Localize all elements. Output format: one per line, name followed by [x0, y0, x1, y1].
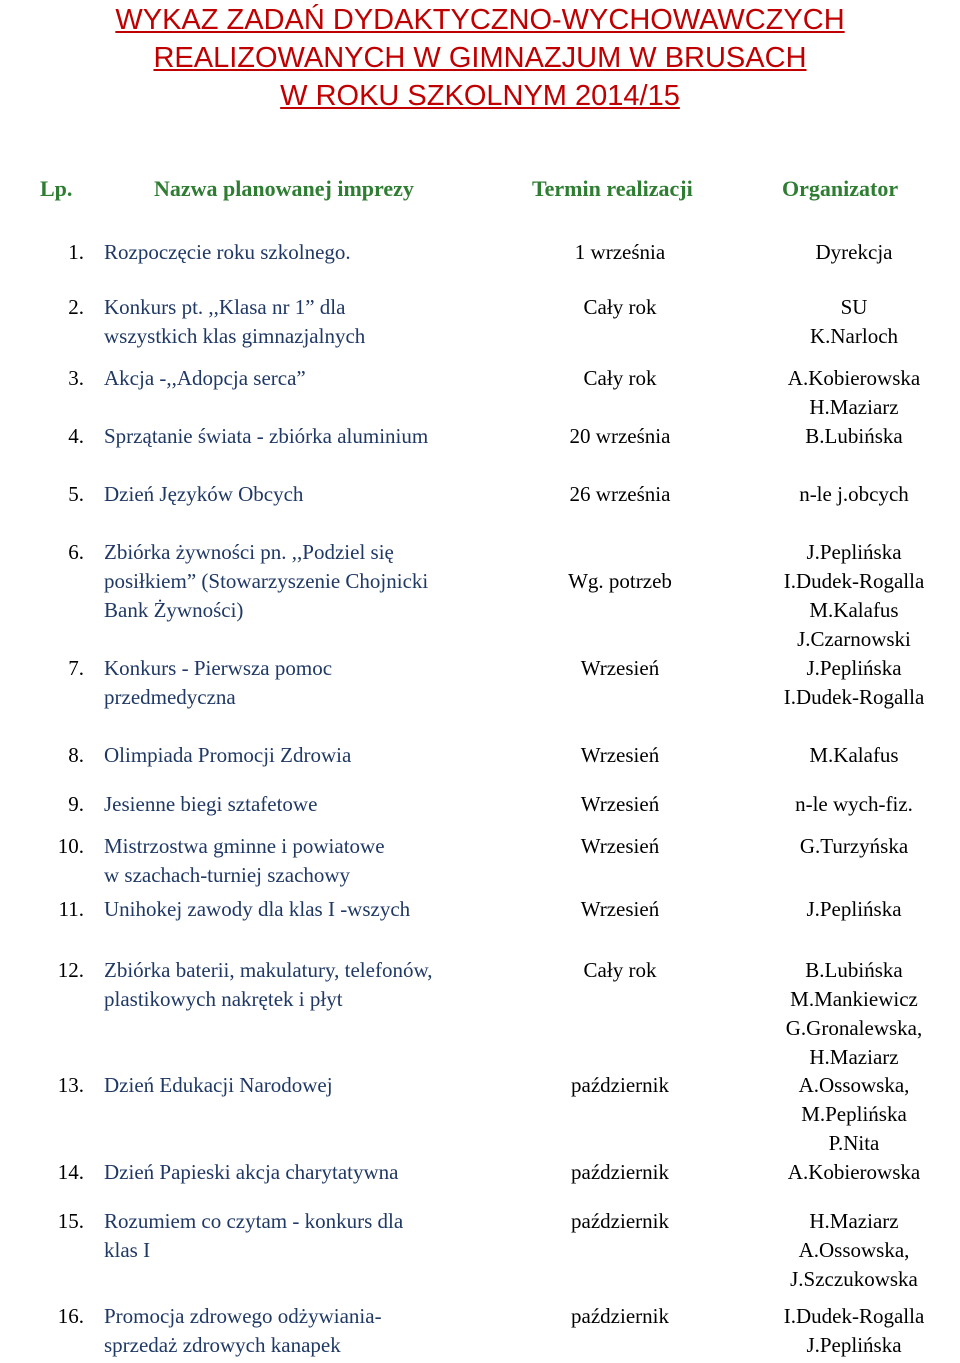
task-name-line: Olimpiada Promocji Zdrowia [104, 743, 352, 767]
task-name-line: sprzedaż zdrowych kanapek [104, 1333, 341, 1357]
organizer-line: A.Ossowska, [798, 1238, 910, 1262]
task-organizer [752, 790, 956, 819]
row-number: 2. [68, 295, 84, 319]
row-number: 10. [57, 834, 84, 858]
task-name [104, 293, 365, 351]
organizer-line: A.Kobierowska [787, 366, 921, 390]
task-name-line: Konkurs pt. ,,Klasa nr 1” dla [104, 295, 346, 319]
task-organizer [752, 293, 956, 351]
task-organizer [752, 832, 956, 861]
task-term-line: Wrzesień [580, 656, 660, 680]
organizer-line: M.Kalafus [809, 598, 899, 622]
task-term [500, 1302, 740, 1331]
task-term-line: 1 września [574, 240, 666, 264]
organizer-line: A.Kobierowska [787, 1160, 921, 1184]
task-name-line: Mistrzostwa gminne i powiatowe [104, 834, 385, 858]
organizer-line: H.Maziarz [809, 395, 899, 419]
organizer-line: I.Dudek-Rogalla [783, 569, 925, 593]
task-name-line: Konkurs - Pierwsza pomoc [104, 656, 333, 680]
task-name-line: Rozumiem co czytam - konkurs dla [104, 1209, 404, 1233]
organizer-line: P.Nita [828, 1131, 880, 1155]
task-organizer [752, 895, 956, 924]
row-number: 7. [68, 656, 84, 680]
task-name-line: Rozpoczęcie roku szkolnego. [104, 240, 351, 264]
task-term-line: Cały rok [583, 295, 657, 319]
task-term [500, 741, 740, 770]
organizer-line: A.Ossowska, [798, 1073, 910, 1097]
row-number: 9. [68, 792, 84, 816]
task-term-line: Cały rok [583, 366, 657, 390]
task-term [500, 238, 740, 267]
header-lp: Lp. [40, 176, 73, 201]
task-term [500, 654, 740, 683]
task-organizer [752, 741, 956, 770]
organizer-line: M.Peplińska [801, 1102, 907, 1126]
task-name [104, 480, 303, 509]
task-term-line: październik [571, 1073, 669, 1097]
title-line-3: W ROKU SZKOLNYM 2014/15 [280, 80, 680, 112]
task-name-line: Sprzątanie świata - zbiórka aluminium [104, 424, 429, 448]
task-name-line: Bank Żywności) [104, 598, 244, 622]
row-number: 8. [68, 743, 84, 767]
header-name: Nazwa planowanej imprezy [154, 176, 414, 201]
task-term-line: Wrzesień [580, 834, 660, 858]
task-organizer [752, 364, 956, 422]
title-line-1: WYKAZ ZADAŃ DYDAKTYCZNO-WYCHOWAWCZYCH [115, 4, 845, 36]
task-name-line: Unihokej zawody dla klas I -wszych [104, 897, 411, 921]
task-term-line: Wg. potrzeb [568, 569, 672, 593]
task-term-line: październik [571, 1160, 669, 1184]
organizer-line: J.Peplińska [806, 1333, 902, 1357]
task-name-line: Dzień Papieski akcja charytatywna [104, 1160, 399, 1184]
task-name [104, 741, 351, 770]
task-name [104, 790, 317, 819]
task-name-line: Dzień Języków Obcych [104, 482, 304, 506]
row-number: 16. [57, 1304, 84, 1328]
task-organizer [752, 1071, 956, 1158]
row-number: 1. [68, 240, 84, 264]
organizer-line: J.Peplińska [806, 540, 902, 564]
task-term [500, 293, 740, 322]
task-term [500, 1158, 740, 1187]
task-term [500, 1071, 740, 1100]
task-name-line: wszystkich klas gimnazjalnych [104, 324, 366, 348]
task-name [104, 832, 385, 890]
task-name [104, 895, 410, 924]
task-term-line: Wrzesień [580, 792, 660, 816]
task-name [104, 654, 332, 712]
task-name-line: posiłkiem” (Stowarzyszenie Chojnicki [104, 569, 429, 593]
row-number: 6. [68, 540, 84, 564]
header-term: Termin realizacji [532, 176, 693, 201]
task-name [104, 1071, 333, 1100]
task-organizer [752, 538, 956, 654]
task-organizer [752, 480, 956, 509]
task-organizer [752, 1207, 956, 1294]
task-name [104, 538, 428, 625]
task-organizer [752, 422, 956, 451]
task-name-line: Zbiórka baterii, makulatury, telefonów, [104, 958, 433, 982]
organizer-line: B.Lubińska [805, 958, 903, 982]
task-term-line: październik [571, 1209, 669, 1233]
task-organizer [752, 1158, 956, 1187]
task-name [104, 422, 428, 451]
task-name [104, 956, 433, 1014]
title-line-2: REALIZOWANYCH W GIMNAZJUM W BRUSACH [153, 42, 807, 74]
row-number: 15. [57, 1209, 84, 1233]
organizer-line: M.Mankiewicz [790, 987, 918, 1011]
task-name-line: Akcja -,,Adopcja serca” [104, 366, 306, 390]
organizer-line: n-le j.obcych [799, 482, 909, 506]
organizer-line: H.Maziarz [809, 1045, 899, 1069]
task-name [104, 1207, 403, 1265]
row-number: 4. [68, 424, 84, 448]
task-term [500, 832, 740, 861]
task-name [104, 1158, 398, 1187]
task-term-line: 20 września [569, 424, 671, 448]
task-name-line: plastikowych nakrętek i płyt [104, 987, 343, 1011]
task-term-line: październik [571, 1304, 669, 1328]
task-name-line: w szachach-turniej szachowy [104, 863, 351, 887]
task-term-line: 26 września [569, 482, 671, 506]
task-term [500, 567, 740, 596]
organizer-line: H.Maziarz [809, 1209, 899, 1233]
row-number: 11. [58, 897, 84, 921]
task-term-line: Wrzesień [580, 743, 660, 767]
header-organizer: Organizator [782, 176, 899, 201]
task-term [500, 364, 740, 393]
organizer-line: G.Turzyńska [799, 834, 909, 858]
task-term-line: Wrzesień [580, 897, 660, 921]
task-term [500, 790, 740, 819]
task-name-line: Dzień Edukacji Narodowej [104, 1073, 333, 1097]
task-name [104, 364, 306, 393]
organizer-line: J.Peplińska [806, 897, 902, 921]
organizer-line: I.Dudek-Rogalla [783, 685, 925, 709]
row-number: 3. [68, 366, 84, 390]
row-number: 12. [57, 958, 84, 982]
task-term [500, 422, 740, 451]
organizer-line: M.Kalafus [809, 743, 899, 767]
row-number: 14. [57, 1160, 84, 1184]
task-term [500, 895, 740, 924]
task-term [500, 480, 740, 509]
task-organizer [752, 956, 956, 1072]
organizer-line: I.Dudek-Rogalla [783, 1304, 925, 1328]
task-name-line: klas I [104, 1238, 151, 1262]
task-organizer [752, 654, 956, 712]
task-name-line: Zbiórka żywności pn. ,,Podziel się [104, 540, 394, 564]
task-name-line: Promocja zdrowego odżywiania- [104, 1304, 382, 1328]
task-term [500, 956, 740, 985]
organizer-line: SU [840, 295, 868, 319]
organizer-line: J.Szczukowska [790, 1267, 918, 1291]
task-term-line: Cały rok [583, 958, 657, 982]
row-number: 13. [57, 1073, 84, 1097]
organizer-line: K.Narloch [809, 324, 899, 348]
task-name [104, 1302, 382, 1360]
task-organizer [752, 238, 956, 267]
organizer-line: G.Gronalewska, [785, 1016, 923, 1040]
task-name-line: Jesienne biegi sztafetowe [104, 792, 318, 816]
task-term [500, 1207, 740, 1236]
organizer-line: Dyrekcja [815, 240, 893, 264]
organizer-line: J.Peplińska [806, 656, 902, 680]
task-name-line: przedmedyczna [104, 685, 236, 709]
task-organizer [752, 1302, 956, 1360]
row-number: 5. [68, 482, 84, 506]
organizer-line: J.Czarnowski [797, 627, 911, 651]
task-name [104, 238, 351, 267]
organizer-line: B.Lubińska [805, 424, 903, 448]
organizer-line: n-le wych-fiz. [795, 792, 913, 816]
